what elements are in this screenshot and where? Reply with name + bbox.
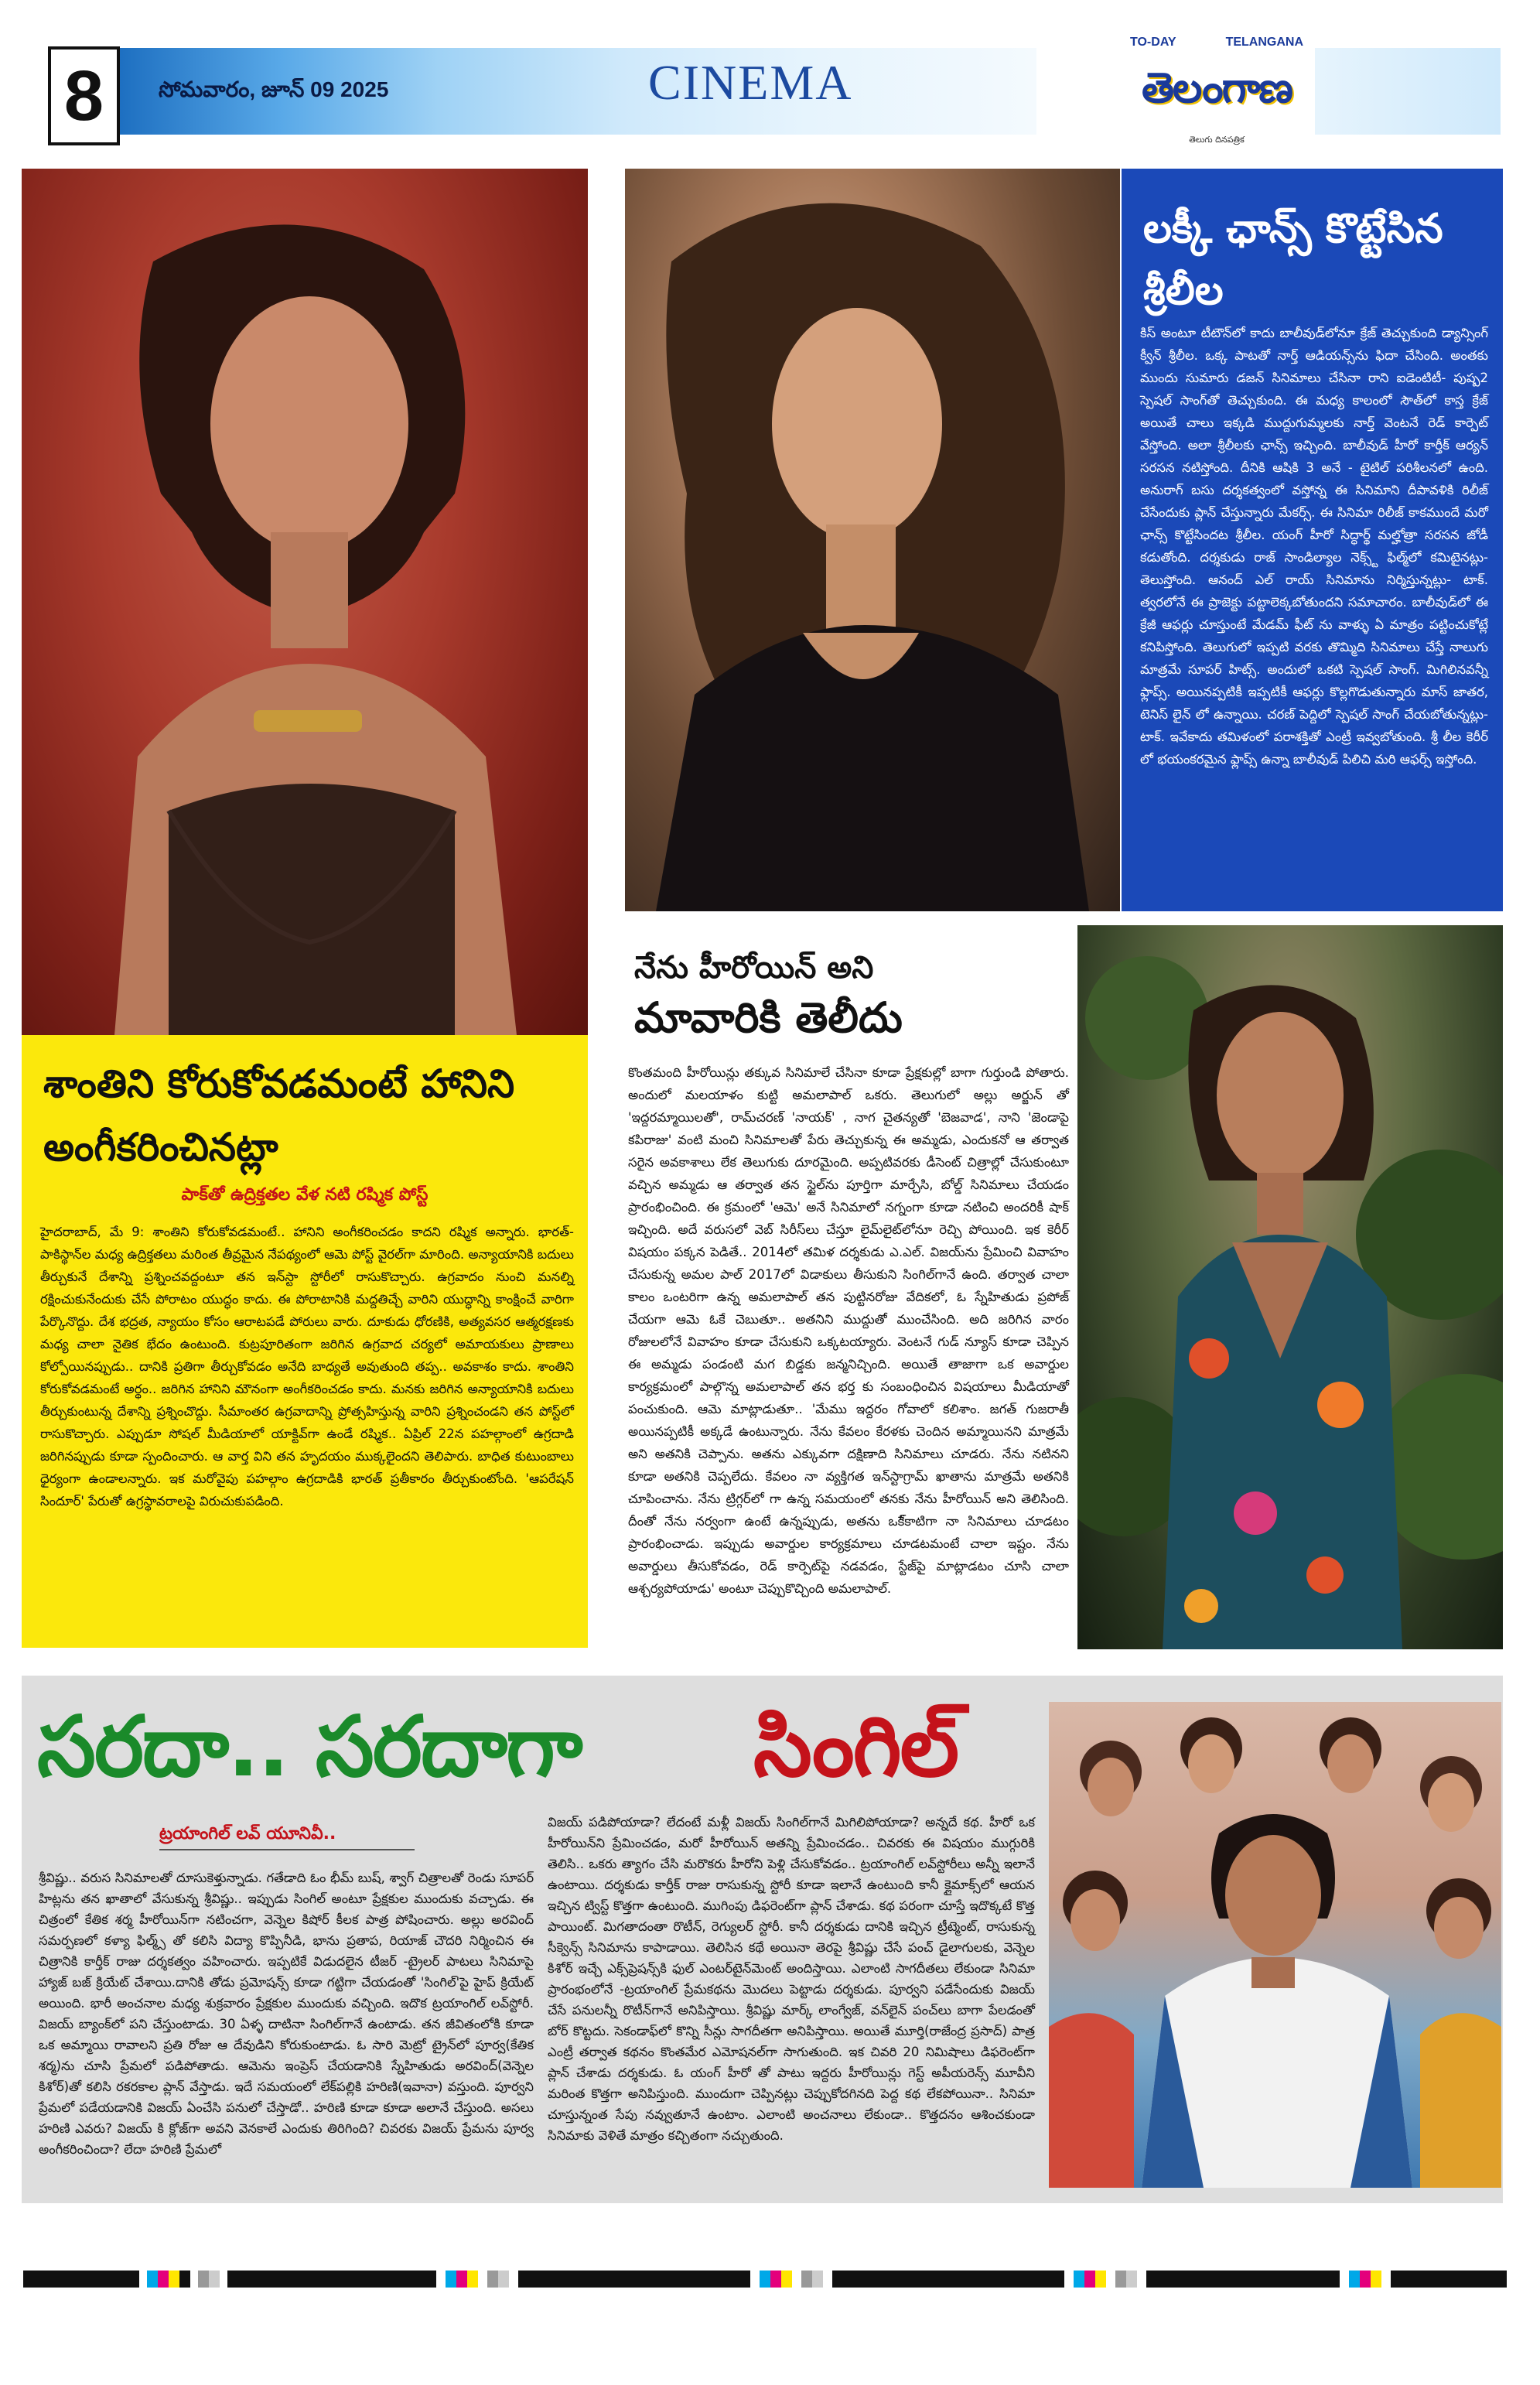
register-mark	[1391, 2271, 1507, 2288]
article-rashmika-title: శాంతిని కోరుకోవడమంటే హానిని అంగీకరించినట్లా	[43, 1061, 515, 1170]
register-mark	[487, 2271, 498, 2288]
register-mark	[147, 2271, 158, 2288]
article-amala-title-line1: నేను హీరోయిన్ అని	[634, 950, 874, 986]
header-bar-right	[1315, 48, 1501, 135]
register-mark	[750, 2271, 760, 2288]
article-amala-title-line2: మావారికి తెలీదు	[634, 993, 903, 1042]
article-single-title-part2: సింగిల్	[753, 1699, 958, 1796]
register-mark	[1084, 2271, 1095, 2288]
register-mark	[1095, 2271, 1106, 2288]
article-rashmika-body: హైదరాబాద్, మే 9: శాంతిని కోరుకోవడమంటే.. హానిని అంగీకరించడం కాదని రష్మిక అన్నారు. భారత్- పాకిస్థాన్‌ల మధ్య ఉద్రిక్తతలు మరింత తీవ్రమైన నేపథ్యంలో ఆమె పోస్ట్ వైరల్‌గా మారింది. అన్యాయానికి బదులు తీర్చుకునే దేశాన్ని ప్రశ్నించవద్దంటూ తన ఇన్‌స్టా స్టోరీలో రాసుకొచ్చారు. ఉగ్రవాదం నుంచి మనల్ని రక్షించుకునేందుకు చేసే పోరాటం యుద్ధం కాదు. ఈ పోరాటానికి మద్దతిచ్చే వారిని యుద్ధాన్ని కాంక్షించే వారిగా పేర్కొనొద్దు. దేశ భద్రత, న్యాయం కోసం ఆరాటపడే పోరులు వారు. దూకుడు ధోరణికి, అత్యవసర ఆత్మరక్షణకు మధ్య చాలా నైతిక భేదం ఉంటుంది. కుట్రపూరితంగా జరిగిన ఉగ్రవాద చర్యలో అమాయకులు ప్రాణాలు కోల్పోయినప్పుడు.. దానికి ప్రతిగా తీర్చుకోవడం అనేది బాధ్యతే అవుతుంది తప్ప.. అవకాశం కాదు. శాంతిని కోరుకోవడమంటే అర్థం.. జరిగిన హానిని మౌనంగా అంగీకరించడం కాదు. మనకు జరిగిన అన్యాయానికి బదులు తీర్చుకుంటున్న దేశాన్ని ప్రశ్నించొద్దు. సీమాంతర ఉగ్రవాదాన్ని ప్రోత్సహిస్తున్న వారిని ప్రశ్నించండని తన పోస్ట్‌లో రాసుకొచ్చారు. ఎప్పుడూ సోషల్ మీడియాలో యాక్టివ్‌గా ఉండే రష్మిక.. ఏప్రిల్ 22న పహల్గాంలో ఉగ్రదాడి జరిగినప్పుడు కూడా స్పందించారు. ఆ వార్త విని తన హృదయం ముక్కలైందని తెలిపారు. బాధిత కుటుంబాలు ధైర్యంగా ఉండాలన్నారు. ఇక మరోవైపు పహల్గాం ఉగ్రదాడికి భారత్ ప్రతీకారం తీర్చుకుంటోంది. 'ఆపరేషన్ సిందూర్' పేరుతో ఉగ్రస్థావరాలపై విరుచుకుపడింది.	[40, 1225, 574, 1509]
register-mark	[139, 2271, 147, 2288]
poster-figures	[1049, 1702, 1501, 2188]
register-mark	[456, 2271, 467, 2288]
article-rashmika	[22, 1035, 588, 1648]
register-mark	[1360, 2271, 1371, 2288]
register-mark	[812, 2271, 823, 2288]
register-mark	[770, 2271, 781, 2288]
register-mark	[220, 2271, 227, 2288]
register-mark	[1064, 2271, 1074, 2288]
article-single-subtitle: ట్రయాంగిల్ లవ్ యూనివీ..	[159, 1824, 336, 1843]
register-mark	[158, 2271, 169, 2288]
article-amala-body: కొంతమంది హీరోయిన్లు తక్కువ సినిమాలే చేసినా కూడా ప్రేక్షకుల్లో బాగా గుర్తుండి పోతారు. అందులో మలయాళం కుట్టి అమలాపాల్ ఒకరు. తెలుగులో అల్లు అర్జున్ తో 'ఇద్దరమ్మాయిలతో', రామ్‌చరణ్ 'నాయక్' , నాగ చైతన్యతో 'బెజవాడ', నాని 'జెండాపై కపిరాజు' వంటి మంచి సినిమాలతో పేరు తెచ్చుకున్న ఈ అమ్మడు, ఎందుకనో ఆ తర్వాత సరైన అవకాశాలు లేక తెలుగుకు దూరమైంది. అప్పటివరకు డీసెంట్ చిత్రాల్లో చేసుకుంటూ వచ్చిన అమ్మడు ఆ తర్వాత తన స్టైల్‌ను పూర్తిగా మార్చేసి, బోల్డ్ సినిమాలు చేయడం ప్రారంభించింది. ఈ క్రమంలో 'ఆమె' అనే సినిమాలో నగ్నంగా కూడా నటించి అందరికీ షాక్ ఇచ్చింది. అదే వరుసలో వెబ్ సిరీస్‌లు చేస్తూ లైమ్‌లైట్‌లోనూ రెచ్చి పోయింది. ఇక కెరీర్ విషయం పక్కన పెడితే.. 2014లో తమిళ దర్శకుడు ఎ.ఎల్. విజయ్‌ను ప్రేమించి వివాహం చేసుకున్న అమల పాల్ 2017లో విడాకులు తీసుకుని సింగిల్‌గానే ఉంది. తర్వాత చాలా కాలం ఒంటరిగా ఉన్న అమలాపాల్ తన పుట్టినరోజు వేదికలో, ఓ స్నేహితుడు ప్రపోజ్ చేయగా ఆమె ఓకే చెబుతూ.. అతనిని ముద్దుతో ముంచేసింది. అది జరిగిన వారం రోజులలోనే వివాహం కూడా చేసుకుని ఒక్కటయ్యారు. వెంటనే గుడ్ న్యూస్ కూడా చెప్పిన ఈ అమ్మడు పండంటి మగ బిడ్డకు జన్మనిచ్చింది. అయితే తాజాగా ఒక అవార్డుల కార్యక్రమంలో పాల్గొన్న అమలాపాల్ తన భర్త కు సంబంధించిన విషయాలు మీడియాతో పంచుకుంది. ఆమె మాట్లాడుతూ.. 'మేము ఇద్దరం గోవాలో కలిశాం. జగత్ గుజరాతీ అయినప్పటికీ అక్కడే ఉంటున్నారు. నేను కేవలం కేరళకు చెందిన అమ్మాయినని మాత్రమే అని అతనికి చెప్పాను. అతను ఎక్కువగా దక్షిణాది సినిమాలు చూడరు. నేను నటినని కూడా అతనికి చెప్పలేదు. కేవలం నా వ్యక్తిగత ఇన్‌స్టాగ్రామ్ ఖాతాను మాత్రమే అతనికి చూపించాను. నేను ట్రిగ్గర్‌లో గా ఉన్న సమయంలో తనకు నేను హీరోయిన్ అని తెలిసింది. దీంతో నేను నర్వంగా ఉంటే ఉన్నప్పుడు, అతను ఒకే్కాటిగా నా సినిమాలు చూడటం ప్రారంభించాడు. ఇప్పుడు అవార్డుల కార్యక్రమాలు చూడటమంటే చాలా ఇష్టం. నేను అవార్డులు తీసుకోవడం, రెడ్ కార్పెట్‌పై నడవడం, స్టేజ్‌పై మాట్లాడటం చూసి చాలా ఆశ్చర్యపోయాడు' అంటూ చెప్పుకొచ్చింది అమలాపాల్.	[628, 1065, 1069, 1596]
register-mark	[1371, 2271, 1381, 2288]
article-single-column-1: శ్రీవిష్ణు.. వరుస సినిమాలతో దూసుకెళ్తున్నాడు. గతేడాది ఓం భీమ్ బుష్, శ్వాగ్ చిత్రాలతో రెండు సూపర్ హిట్లను తన ఖాతాలో వేసుకున్న శ్రీవిష్ణు.. ఇప్పుడు సింగిల్ అంటూ ప్రేక్షకుల ముందుకు వచ్చాడు. ఈ చిత్రంలో కేతిక శర్మ హీరోయిన్‌గా నటించగా, వెన్నెల కిషోర్ కీలక పాత్ర పోషించారు. అల్లు అరవింద్ సమర్పణలో కళ్యా ఫిల్మ్స్ తో కలిసి విద్యా కొప్పినీడి, భాను ప్రతాప, రియాజ్ చౌదరి నిర్మించిన ఈ చిత్రానికి కార్తీక్ రాజు దర్శకత్వం వహించారు. ఇప్పటికే విడుదలైన టీజర్ -ట్రైలర్ పాటలు సినిమాపై హ్యాజ్ బజ్ క్రియేట్ చేశాయి.దానికి తోడు ప్రమోషన్స్ కూడా గట్టిగా చేయడంతో 'సింగిల్'పై హైప్ క్రియేట్ అయింది. భారీ అంచనాల మధ్య శుక్రవారం ప్రేక్షకుల ముందుకు వచ్చింది. ఇదొక ట్రయాంగిల్ లవ్‌స్టోరీ. విజయ్ బ్యాంక్‌లో పని చేస్తుంటాడు. 30 ఏళ్ళ దాటినా సింగిల్‌గానే ఉంటాడు. తన జీవితంలోకి కూడా ఒక అమ్మాయి రావాలని ప్రతి రోజు ఆ దేవుడిని కోరుకుంటాడు. ఓ సారి మెట్రో ట్రైన్‌లో పూర్వ(కేతిక శర్మ)ను చూసి ప్రేమలో పడిపోతాడు. ఆమెను ఇంప్రెస్ చేయడానికి స్నేహితుడు అరవింద్(వెన్నెల కిశోర్)తో కలిసి రకరకాల ప్లాన్ వేస్తాడు. ఇదే సమయంలో లేక్‌పల్లికి హరిణి(ఇవానా) వస్తుంది. పూర్వని ప్రేమలో పడేయడానికి విజయ్ ఏంచేసి పనులో చేస్తాడో.. హరిణి కూడా కూడా అలానే చేస్తుంది. అసలు హరిణి ఎవరు? విజయ్ కి క్లోజ్‌గా అవని వెనకాలే ఎందుకు తిరిగింది? చివరకు విజయ్ ప్రేమను పూర్వ అంగీకరించిందా? లేదా హరిణి ప్రేమలో	[39, 1871, 534, 2157]
register-mark	[518, 2271, 750, 2288]
register-mark	[198, 2271, 209, 2288]
logo-wordmark: తెలంగాణ	[1141, 63, 1292, 112]
register-mark	[498, 2271, 509, 2288]
subtitle-underline	[159, 1849, 415, 1850]
register-mark	[760, 2271, 770, 2288]
register-mark	[467, 2271, 478, 2288]
photo-rashmika	[22, 169, 588, 1035]
register-mark	[179, 2271, 190, 2288]
logo-today-text: TO-DAY	[1130, 36, 1176, 49]
register-mark	[1137, 2271, 1146, 2288]
register-mark	[1381, 2271, 1391, 2288]
logo-subtext: తెలుగు దినపత్రిక	[1189, 135, 1245, 145]
register-mark	[169, 2271, 179, 2288]
register-mark	[1115, 2271, 1126, 2288]
register-mark	[1106, 2271, 1115, 2288]
section-title: CINEMA	[648, 55, 853, 110]
register-mark	[823, 2271, 832, 2288]
register-mark	[227, 2271, 436, 2288]
page-number: 8	[48, 46, 120, 145]
register-mark	[1146, 2271, 1340, 2288]
issue-date: సోమవారం, జూన్ 09 2025	[159, 77, 389, 101]
article-sreeleela	[1122, 169, 1503, 911]
register-mark	[1340, 2271, 1349, 2288]
register-mark	[1126, 2271, 1137, 2288]
register-mark	[1074, 2271, 1084, 2288]
article-single-column-2: విజయ్ పడిపోయాడా? లేదంటే మళ్లీ విజయ్ సింగిల్‌గానే మిగిలిపోయాడా? అన్నదే కథ. హీరో ఒక హీరోయిన్‌ని ప్రేమించడం, మరో హీరోయిన్ అతన్ని ప్రేమించడం.. చివరకు ఈ విషయం ముగ్గురికి తెలిసి.. ఒకరు త్యాగం చేసి మరొకరు హీరోని పెళ్లి చేసుకోవడం.. ట్రయాంగిల్ లవ్‌స్టోరీలు అన్నీ ఇలానే ఉంటాయి. దర్శకుడు కార్తీక్ రాజు రాసుకున్న స్టోరీ కూడా ఇలానే ఉంటుంది కానీ క్లైమాక్స్‌లో ఆయన ఇచ్చిన ట్విస్ట్ కొత్తగా ఉంటుంది. ముగింపు డిఫరెంట్‌గా ప్లాన్ చేశాడు. కథ పరంగా చూస్తే ఇదొక్కటే కొత్త పాయింట్. మిగతాదంతా రొటీన్, రెగ్యులర్ స్టోరీ. కానీ దర్శకుడు దానికి ఇచ్చిన ట్రీట్మెంట్, రాసుకున్న సీక్వెన్స్ సినిమాను కాపాడాయి. తెలిసిన కథే అయినా తెరపై శ్రీవిష్ణు చేసే పంచ్ డైలాగులకు, వెన్నెల కిశోర్ ఇచ్చే ఎక్స్‌ప్రెషన్స్‌కి ఫుల్ ఎంటర్‌టైన్‌మెంట్ అందిస్తాయి. ఎలాంటి సాగదీతలు లేకుండా సినిమా ప్రారంభంలోనే -ట్రయాంగిల్ ప్రేమకథను మొదలు పెట్టాడు దర్శకుడు. పూర్వని పడేసేందుకు విజయ్ చేసే పనులన్నీ రొటీన్‌గానే అనిపిస్తాయి. శ్రీవిష్ణు మార్క్ లాంగ్వేజ్, వన్‌లైన్ పంచ్‌లు బాగా పేలడంతో బోర్ కొట్టదు. సెకండాఫ్‌లో కొన్ని సీన్లు సాగదీతగా అనిపిస్తాయి. అయితే మూర్తి(రాజేంద్ర ప్రసాద్) పాత్ర ఎంట్రీ తర్వాత కథనం కొంతమేర ఎమోషనల్‌గా సాగుతుంది. ఇక చివరి 20 నిమిషాలు డిఫరెంట్‌గా ప్లాన్ చేశాడు దర్శకుడు. ఓ యంగ్ హీరో తో పాటు ఇద్దరు హీరోయిన్లు గెస్ట్ అపీయరెన్స్ మూవీని మరింత కొత్తగా అనిపిస్తుంది. ముందుగా చెప్పినట్లు చెప్పుకోదగినది పెద్ద కథ లేకపోయినా.. సినిమా చూస్తున్నంత సేపు నవ్వుతూనే ఉంటాం. ఎలాంటి అంచనాలు లేకుండా.. కొత్తదనం ఆశించకుండా సినిమాకు వెళితే మాత్రం కచ్చితంగా నచ్చుతుంది.	[548, 1815, 1035, 2143]
register-mark	[832, 2271, 1064, 2288]
newspaper-logo	[1124, 32, 1310, 150]
register-mark	[446, 2271, 456, 2288]
article-sreeleela-body: కిస్ అంటూ టీటౌన్‌లో కాదు బాలీవుడ్‌లోనూ క్రేజ్ తెచ్చుకుంది డ్యాన్సింగ్ క్వీన్ శ్రీలీల. ఒక్క పాటతో నార్త్ ఆడియన్స్‌ను ఫిదా చేసింది. అంతకు ముందు సుమారు డజన్ సినిమాలు చేసినా రాని ఐడెంటిటీ- పుష్ప2 స్పెషల్ సాంగ్‌తో తెచ్చుకుంది. ఈ మధ్య కాలంలో సౌత్‌లో కాస్త క్రేజ్ అయితే చాలు ఇక్కడి ముద్దుగుమ్మలకు నార్త్ వెంటనే రెడ్ కార్పెట్ వేస్తోంది. అలా శ్రీలీలకు ఛాన్స్ ఇచ్చింది. బాలీవుడ్ హీరో కార్తీక్ ఆర్యన్ సరసన నటిస్తోంది. దీనికి ఆషికి 3 అనే - టైటిల్ పరిశీలనలో ఉంది. అనురాగ్ బసు దర్శకత్వంలో వస్తోన్న ఈ సినిమాని దీపావళికి రిలీజ్ చేసేందుకు ప్లాన్ చేస్తున్నారు మేకర్స్. ఈ సినిమా రిలీజ్ కాకముందే మరో ఛాన్స్ కొట్టేసిందట శ్రీలీల. యంగ్ హీరో సిద్ధార్థ్ మల్హోత్రా సరసన జోడీ కడుతోంది. దర్శకుడు రాజ్ సాండిల్యాల నెక్స్ట్ ఫిల్మ్‌లో కమిటైనట్లు- తెలుస్తోంది. ఆనంద్ ఎల్ రాయ్ సినిమాను నిర్మిస్తున్నట్లు- టాక్. త్వరలోనే ఈ ప్రాజెక్టు పట్టాలెక్కబోతుందని సమాచారం. బాలీవుడ్‌లో ఈ క్రేజీ ఆఫర్లు చూస్తుంటే మేడమ్ ఫీట్ ను వాళ్ళు ఏ మాత్రం పట్టించుకోట్లే కనిపిస్తోంది. తెలుగులో ఇప్పటి వరకు తొమ్మిది సినిమాలు చేస్తే నాలుగు మాత్రమే సూపర్ హిట్స్. అందులో ఒకటి స్పెషల్ సాంగ్. మిగిలినవన్నీ ఫ్లాప్స్. అయినప్పటికీ ఇప్పటికీ ఆఫర్లు కొల్లగొడుతున్నారు మాస్ జాతర, టెనిస్ లైన్ లో ఉన్నాయి. చరణ్ పెద్దిలో స్పెషల్ సాంగ్ చేయబోతున్నట్లు- టాక్. ఇవేకాదు తమిళంలో పరాశక్తితో ఎంట్రీ ఇవ్వబోతుంది. శ్రీ లీల కెరీర్ లో భయంకరమైన ఫ్లాప్స్ ఉన్నా బాలీవుడ్ పిలిచి మరి ఆఫర్స్ ఇస్తోంది.	[1140, 326, 1488, 767]
photo-amala-paul	[1077, 925, 1503, 1649]
photo-amala-figure	[1077, 925, 1503, 1649]
register-mark	[792, 2271, 801, 2288]
print-register-strip	[23, 2271, 1504, 2288]
photo-heroine-curly-hair	[625, 169, 1120, 911]
article-sreeleela-title: లక్కీ ఛాన్స్ కొట్టేసిన శ్రీలీల	[1143, 206, 1443, 314]
logo-telangana-text: TELANGANA	[1225, 36, 1303, 49]
article-single-title-part1: సరదా.. సరదాగా	[37, 1699, 582, 1796]
register-mark	[1349, 2271, 1360, 2288]
register-mark	[801, 2271, 812, 2288]
register-mark	[509, 2271, 518, 2288]
register-mark	[190, 2271, 198, 2288]
article-rashmika-subtitle: పాక్‌తో ఉద్రిక్తతల వేళ నటి రష్మిక పోస్ట్	[181, 1185, 429, 1204]
register-mark	[436, 2271, 446, 2288]
photo-rashmika-figure	[22, 169, 588, 1035]
register-mark	[781, 2271, 792, 2288]
register-mark	[23, 2271, 139, 2288]
photo-single-movie-poster	[1049, 1702, 1501, 2188]
register-mark	[209, 2271, 220, 2288]
register-mark	[478, 2271, 487, 2288]
photo-heroine-figure	[625, 169, 1120, 911]
